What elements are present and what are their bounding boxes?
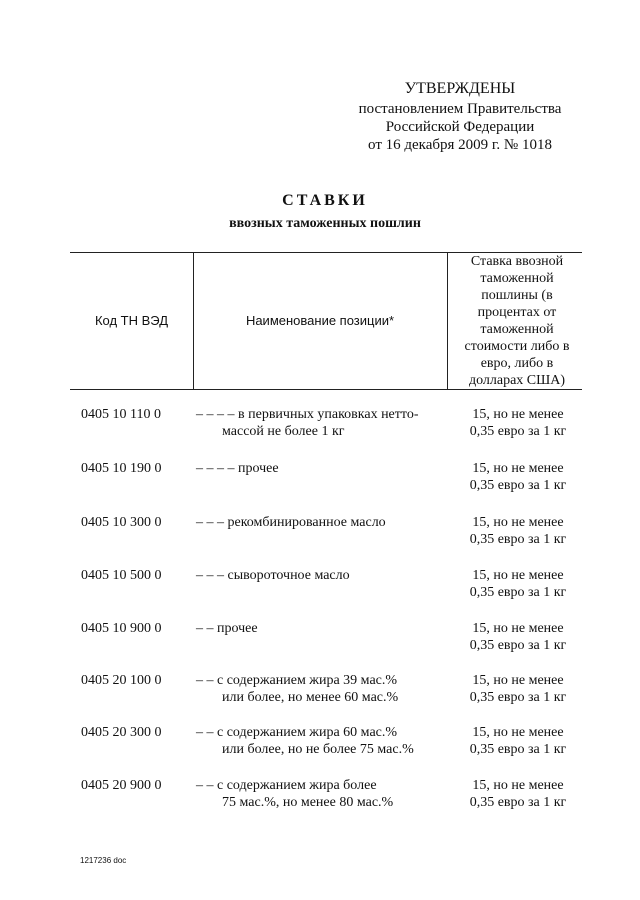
row-rate-line-1: 15, но не менее (472, 407, 564, 422)
row-code: 0405 10 300 0 (81, 515, 162, 530)
row-rate (452, 567, 584, 601)
row-rate-line-2: 0,35 евро за 1 кг (469, 638, 567, 653)
header-name: Наименование позиции* (245, 313, 395, 328)
row-name-line-2: или более, но не более 75 мас.% (222, 742, 414, 757)
row-name (196, 672, 446, 706)
row-name-line-2: 75 мас.%, но менее 80 мас.% (222, 795, 394, 810)
approval-block (340, 80, 580, 154)
row-rate-line-2: 0,35 евро за 1 кг (469, 795, 567, 810)
column-divider-2 (447, 252, 448, 389)
approval-line-3: от 16 декабря 2009 г. № 1018 (368, 137, 552, 153)
row-code: 0405 20 100 0 (81, 673, 162, 688)
row-name-line-1: – – – сывороточное масло (196, 568, 350, 583)
approval-heading: УТВЕРЖДЕНЫ (404, 80, 516, 97)
row-name-line-2: или более, но менее 60 мас.% (222, 690, 399, 705)
row-name-line-1: – – – рекомбинированное масло (196, 515, 386, 530)
approval-line-1: постановлением Правительства (358, 101, 562, 117)
row-name-line-1: – – – – в первичных упаковках нетто- (196, 407, 419, 422)
row-rate (452, 777, 584, 811)
row-rate-line-2: 0,35 евро за 1 кг (469, 690, 567, 705)
row-name (196, 777, 446, 811)
row-code: 0405 10 190 0 (81, 461, 162, 476)
row-rate-line-1: 15, но не менее (472, 568, 564, 583)
row-name (196, 620, 446, 637)
row-rate-line-2: 0,35 евро за 1 кг (469, 424, 567, 439)
header-rate: Ставка ввозной таможенной пошлины (в процентах от таможенной стоимости либо в евро, либо в долларах США) (464, 253, 570, 388)
table-header-bottom-border (70, 389, 582, 390)
row-rate-line-1: 15, но не менее (472, 778, 564, 793)
row-name (196, 406, 446, 440)
row-code: 0405 10 900 0 (81, 621, 162, 636)
row-code: 0405 10 500 0 (81, 568, 162, 583)
row-rate (452, 406, 584, 440)
row-rate-line-1: 15, но не менее (472, 515, 564, 530)
footer-doc-id: 1217236 doc (80, 856, 127, 865)
row-rate-line-1: 15, но не менее (472, 673, 564, 688)
row-rate (452, 460, 584, 494)
row-code: 0405 20 300 0 (81, 725, 162, 740)
row-name-line-1: – – прочее (196, 621, 258, 636)
row-rate-line-1: 15, но не менее (472, 725, 564, 740)
row-name-line-2: массой не более 1 кг (222, 424, 345, 439)
row-code: 0405 10 110 0 (81, 407, 161, 422)
row-rate-line-1: 15, но не менее (472, 461, 564, 476)
document-title: СТАВКИ (282, 192, 368, 209)
row-name (196, 724, 446, 758)
row-name (196, 567, 446, 584)
row-name-line-1: – – с содержанием жира более (196, 778, 377, 793)
row-rate (452, 724, 584, 758)
row-name (196, 460, 446, 477)
row-code: 0405 20 900 0 (81, 778, 162, 793)
row-rate (452, 620, 584, 654)
row-rate (452, 672, 584, 706)
row-name-line-1: – – – – прочее (196, 461, 279, 476)
row-rate-line-2: 0,35 евро за 1 кг (469, 478, 567, 493)
row-rate-line-2: 0,35 евро за 1 кг (469, 585, 567, 600)
row-rate-line-2: 0,35 евро за 1 кг (469, 532, 567, 547)
row-name-line-1: – – с содержанием жира 39 мас.% (196, 673, 398, 688)
document-subtitle: ввозных таможенных пошлин (229, 216, 421, 231)
row-name (196, 514, 446, 531)
row-rate-line-1: 15, но не менее (472, 621, 564, 636)
header-code: Код ТН ВЭД (94, 313, 169, 328)
row-rate (452, 514, 584, 548)
approval-line-2: Российской Федерации (385, 119, 535, 135)
row-name-line-1: – – с содержанием жира 60 мас.% (196, 725, 398, 740)
row-rate-line-2: 0,35 евро за 1 кг (469, 742, 567, 757)
